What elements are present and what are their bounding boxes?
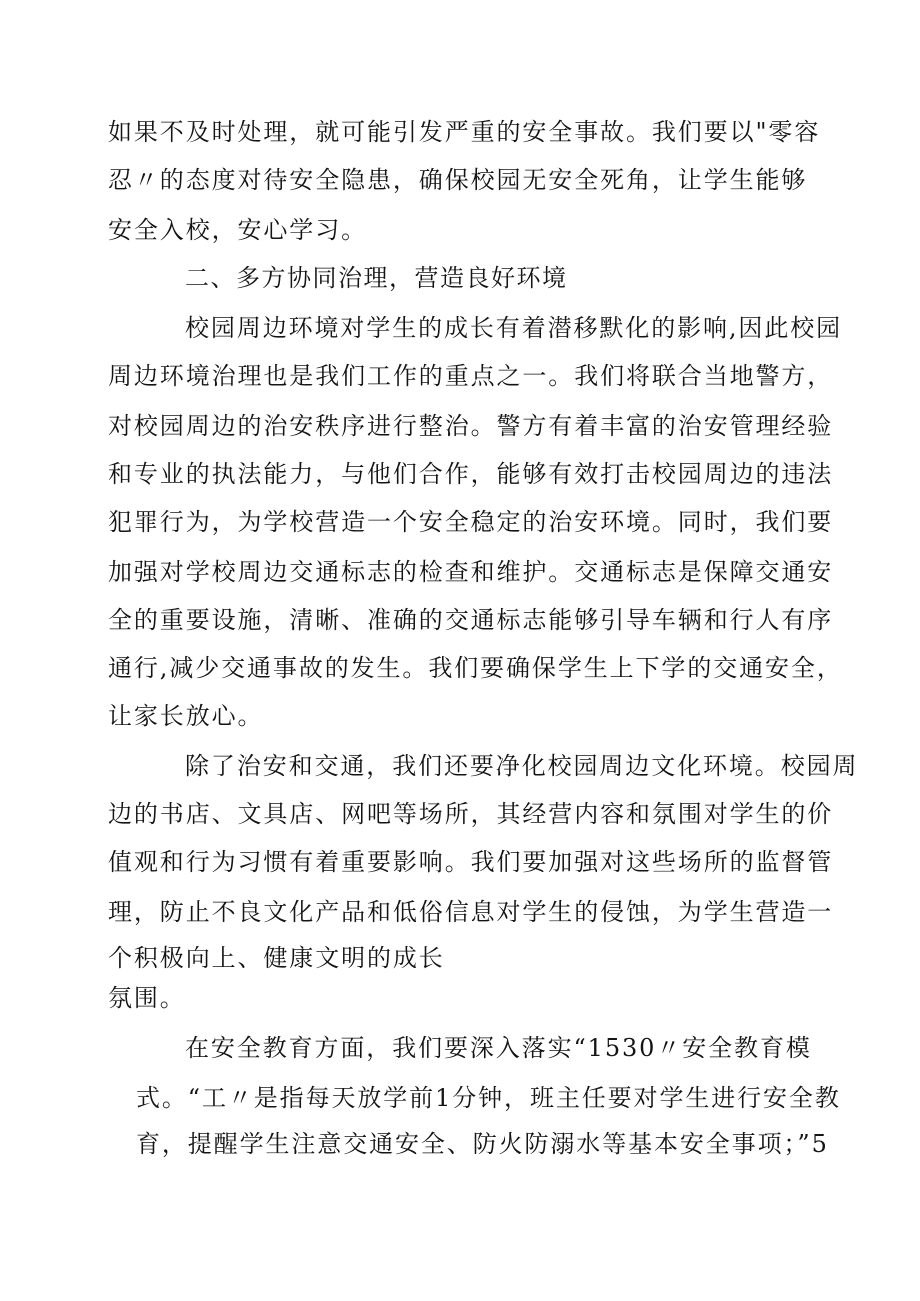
text-line: 理，防止不良文化产品和低俗信息对学生的侵蚀，为学生营造一 xyxy=(108,898,834,926)
text-line: 犯罪行为，为学校营造一个安全稳定的治安环境。同时，我们要 xyxy=(108,508,834,536)
text-line: 除了治安和交通，我们还要净化校园周边文化环境。校园周 xyxy=(185,752,859,780)
text-line: 值观和行为习惯有着重要影响。我们要加强对这些场所的监督管 xyxy=(108,848,834,876)
section-heading: 二、多方协同治理，营造良好环境 xyxy=(185,264,568,292)
text-line: 边的书店、文具店、网吧等场所，其经营内容和氛围对学生的价 xyxy=(108,800,834,828)
text-line: 校园周边环境对学生的成长有着潜移默化的影响,因此校园 xyxy=(185,314,843,342)
text-line: 在安全教育方面，我们要深入落实“1530〃安全教育模 xyxy=(185,1034,812,1062)
text-line: 氛围。 xyxy=(108,984,186,1012)
text-line: 周边环境治理也是我们工作的重点之一。我们将联合当地警方， xyxy=(108,362,834,390)
text-line: 让家长放心。 xyxy=(108,702,264,730)
text-line: 如果不及时处理，就可能引发严重的安全事故。我们要以"零容 xyxy=(108,118,821,146)
text-line: 和专业的执法能力，与他们合作，能够有效打击校园周边的违法 xyxy=(108,460,834,488)
text-line: 个积极向上、健康文明的成长 xyxy=(108,944,445,972)
text-line: 对校园周边的治安秩序进行整治。警方有着丰富的治安管理经验 xyxy=(108,412,834,440)
text-line: 育，提醒学生注意交通安全、防火防溺水等基本安全事项；”5 xyxy=(136,1130,829,1158)
text-line: 忍〃的态度对待安全隐患，确保校园无安全死角，让学生能够 xyxy=(108,166,808,194)
text-line: 安全入校，安心学习。 xyxy=(108,216,367,244)
text-line: 式。“工〃是指每天放学前1分钟，班主任要对学生进行安全教 xyxy=(136,1084,841,1112)
text-line: 加强对学校周边交通标志的检查和维护。交通标志是保障交通安 xyxy=(108,558,834,586)
text-line: 全的重要设施，清晰、准确的交通标志能够引导车辆和行人有序 xyxy=(108,606,834,634)
text-line: 通行,减少交通事故的发生。我们要确保学生上下学的交通安全， xyxy=(108,654,843,682)
